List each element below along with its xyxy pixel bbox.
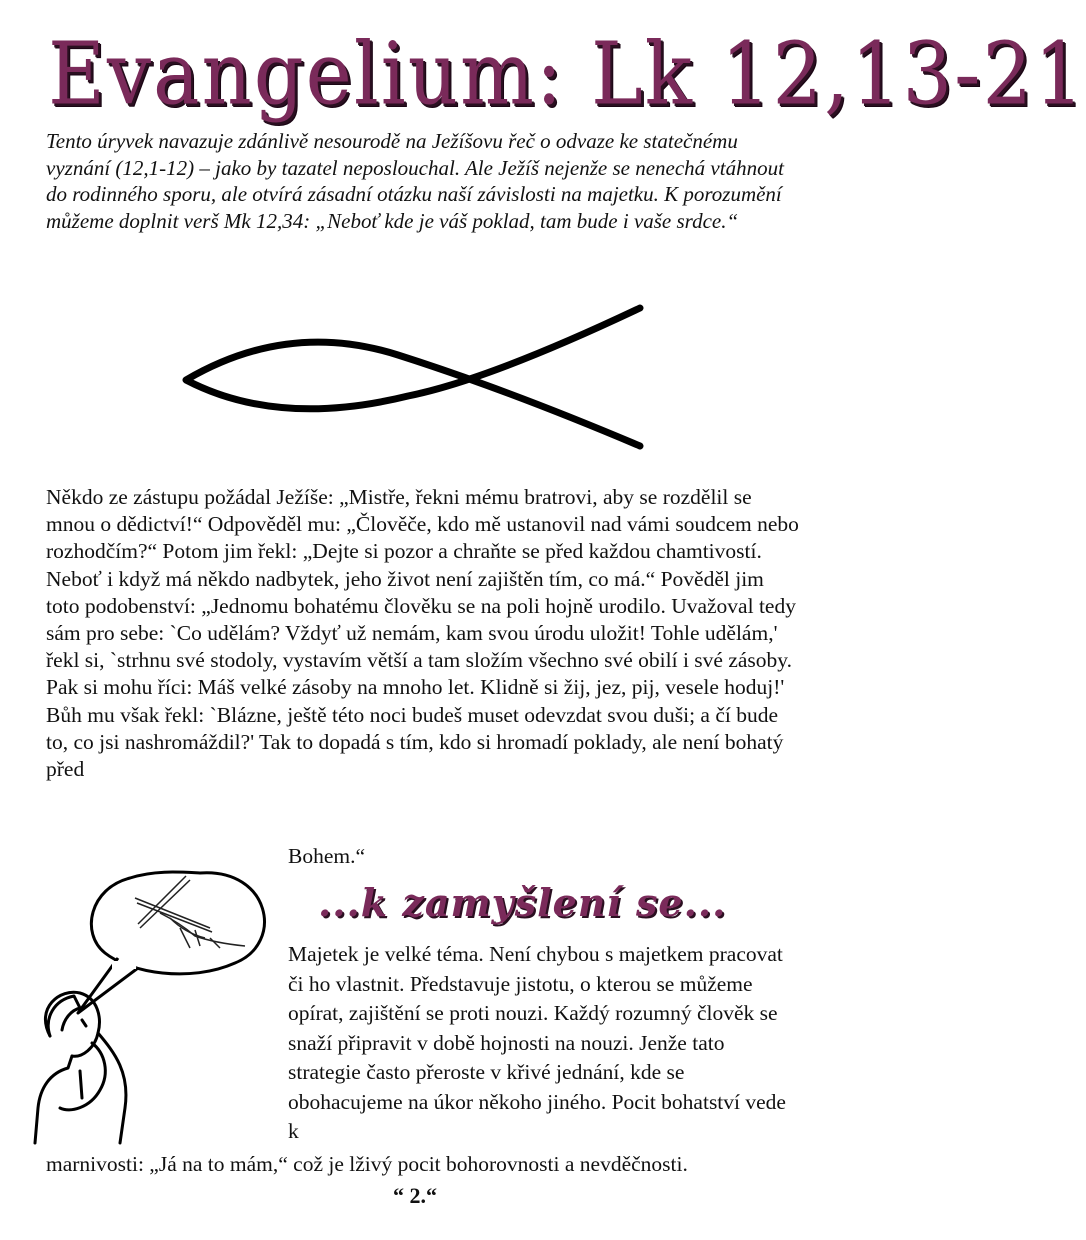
page-number: “ 2.“ bbox=[393, 1183, 437, 1208]
reflection-title: ...k zamyšlení se... bbox=[318, 880, 727, 925]
intro-paragraph: Tento úryvek navazuje zdánlivě nesourodě na Ježíšovu řeč o odvaze ke statečnému vyznání (12,1-12) – jako by tazatel neposlouchal. Ale Ježíš nejenže se nenechá vtáhnout do rodinného sporu, ale otvírá zásadní otázku naší závislosti na majetku. K porozumění můžeme doplnit verš Mk 12,34: „Neboť kde je váš poklad, tam bude i vaše srdce.“ bbox=[46, 129, 784, 233]
thought-bubble-icon bbox=[78, 872, 264, 1013]
reflection-text: Majetek je velké téma. Není chybou s majetkem pracovat či ho vlastnit. Představuje jistotu, o kterou se můžeme opírat, zajištění se proti nouzi. Každý rozumný člověk se snaží připravit v době hojnosti na nouzi. Jenže tato strategie často přeroste v křivé jednání, kde se obohacujeme na úkor někoho jiného. Pocit bohatství vede k bbox=[288, 942, 786, 1143]
ichthys-fish-icon bbox=[178, 300, 648, 450]
reflection-last-line: marnivosti: „Já na to mám,“ což je lživý pocit bohorovnosti a nevděčnosti. bbox=[46, 1152, 688, 1176]
gospel-text-end: Bohem.“ bbox=[288, 844, 366, 868]
gospel-text: Někdo ze zástupu požádal Ježíše: „Mistře, řekni mému bratrovi, aby se rozdělil se mnou o dědictví!“ Odpověděl mu: „Člověče, kdo mě ustanovil nad vámi soudcem nebo rozhodčím?“ Potom jim řekl: „Dejte si pozor a chraňte se před každou chamtivostí. Neboť i když má někdo nadbytek, jeho život není zajištěn tím, co má.“ Pověděl jim toto podobenství: „Jednomu bohatému člověku se na poli hojně urodilo. Uvažoval tedy sám pro sebe: `Co udělám? Vždyť už nemám, kam svou úrodu uložit! Tohle udělám,' řekl si, `strhnu své stodoly, vystavím větší a tam složím všechno své obilí i své zásoby. Pak si mohu říci: Máš velké zásoby na mnoho let. Klidně si žij, jez, pij, vesele hoduj!' Bůh mu však řekl: `Blázne, ještě této noci budeš muset odevzdat svou duši; a čí bude to, co jsi nashromáždil?' Tak to dopadá s tím, kdo si hromadí poklady, ale není bohatý před bbox=[46, 485, 799, 782]
thinking-person-icon bbox=[20, 858, 290, 1148]
page-title: Evangelium: Lk 12,13-21 bbox=[48, 25, 1086, 125]
person-figure bbox=[35, 992, 126, 1143]
